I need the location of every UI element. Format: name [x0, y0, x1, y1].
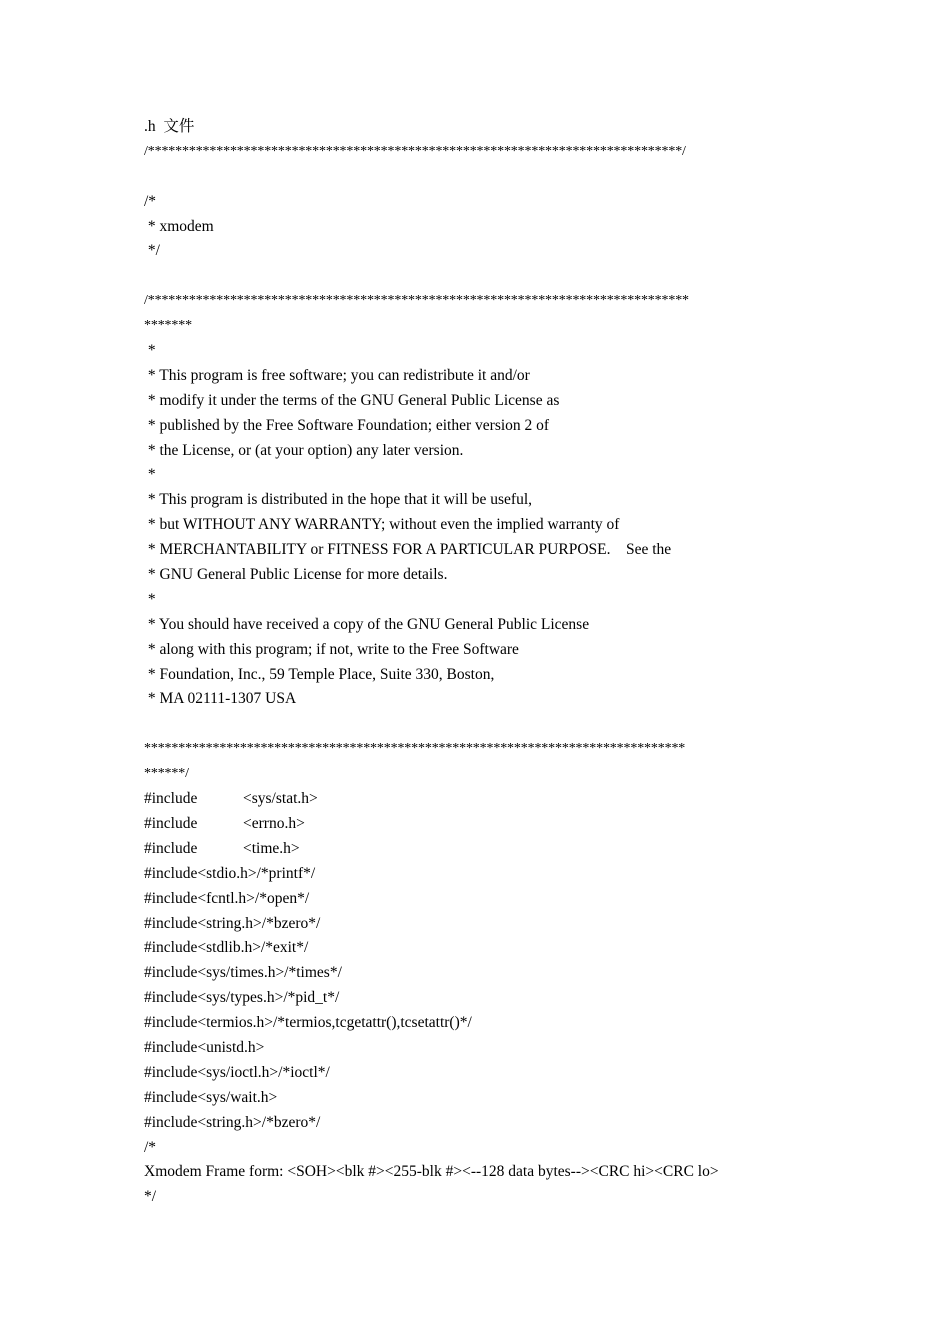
include-line	[144, 837, 844, 862]
license-line: * MERCHANTABILITY or FITNESS FOR A PARTICULAR PURPOSE. See the	[144, 541, 672, 559]
frame-comment-text: Xmodem Frame form: <SOH><blk #><255-blk #><--128 data bytes--><CRC hi><CRC lo>	[144, 1163, 719, 1181]
include-directive: #include	[144, 814, 198, 832]
include-directive: #include	[144, 839, 198, 857]
include-line: #include<fcntl.h>/*open*/	[144, 889, 310, 907]
blank-line	[144, 165, 844, 190]
license-line: *	[144, 590, 156, 608]
license-rule-end: *******************************************************************************	[144, 741, 686, 757]
frame-comment-open: /*	[144, 1138, 157, 1156]
license-line: * MA 02111-1307 USA	[144, 690, 297, 708]
top-comment-rule: /******************************************************************************/	[144, 143, 686, 159]
include-line: #include<unistd.h>	[144, 1038, 265, 1056]
include-header: <sys/stat.h>	[243, 790, 318, 808]
include-directive: #include	[144, 790, 198, 808]
include-line: #include<sys/types.h>/*pid_t*/	[144, 989, 340, 1007]
license-line: * published by the Free Software Foundation; either version 2 of	[144, 416, 550, 434]
xmodem-comment-open: /*	[144, 192, 157, 210]
include-header: <errno.h>	[243, 814, 305, 832]
document-body	[144, 115, 844, 1210]
license-rule-start-wrap: *******	[144, 318, 192, 334]
license-rule-start: /*******************************************************************************	[144, 293, 689, 309]
include-line: #include<termios.h>/*termios,tcgetattr(),tcsetattr()*/	[144, 1014, 472, 1032]
include-list	[144, 862, 844, 1136]
license-line: * Foundation, Inc., 59 Temple Place, Suite 330, Boston,	[144, 665, 495, 683]
license-text	[144, 339, 844, 712]
include-line: #include<sys/ioctl.h>/*ioctl*/	[144, 1063, 330, 1081]
blank-line	[144, 264, 844, 289]
file-title: .h 文件	[144, 118, 195, 135]
license-line: * You should have received a copy of the GNU General Public License	[144, 615, 590, 633]
license-line: * GNU General Public License for more details.	[144, 566, 448, 584]
license-rule-end-wrap: ******/	[144, 766, 189, 782]
include-line: #include<stdlib.h>/*exit*/	[144, 939, 309, 957]
blank-line	[144, 712, 844, 737]
license-line: *	[144, 466, 156, 484]
license-line: * modify it under the terms of the GNU General Public License as	[144, 391, 560, 409]
license-line: * This program is free software; you can redistribute it and/or	[144, 366, 530, 384]
spaced-include-list	[144, 787, 844, 862]
license-line: * but WITHOUT ANY WARRANTY; without even the implied warranty of	[144, 516, 620, 534]
license-line: * along with this program; if not, write to the Free Software	[144, 640, 519, 658]
license-line: *	[144, 342, 156, 360]
license-line: * This program is distributed in the hope that it will be useful,	[144, 491, 533, 509]
frame-comment-close: */	[144, 1188, 157, 1206]
include-line	[144, 787, 844, 812]
license-line: * the License, or (at your option) any later version.	[144, 441, 464, 459]
include-line: #include<sys/wait.h>	[144, 1088, 278, 1106]
xmodem-comment-close: */	[144, 242, 160, 260]
xmodem-comment-name: * xmodem	[144, 217, 214, 235]
include-line: #include<stdio.h>/*printf*/	[144, 864, 316, 882]
include-line: #include<string.h>/*bzero*/	[144, 914, 321, 932]
include-line	[144, 812, 844, 837]
include-header: <time.h>	[243, 839, 300, 857]
include-line: #include<string.h>/*bzero*/	[144, 1113, 321, 1131]
include-line: #include<sys/times.h>/*times*/	[144, 964, 342, 982]
